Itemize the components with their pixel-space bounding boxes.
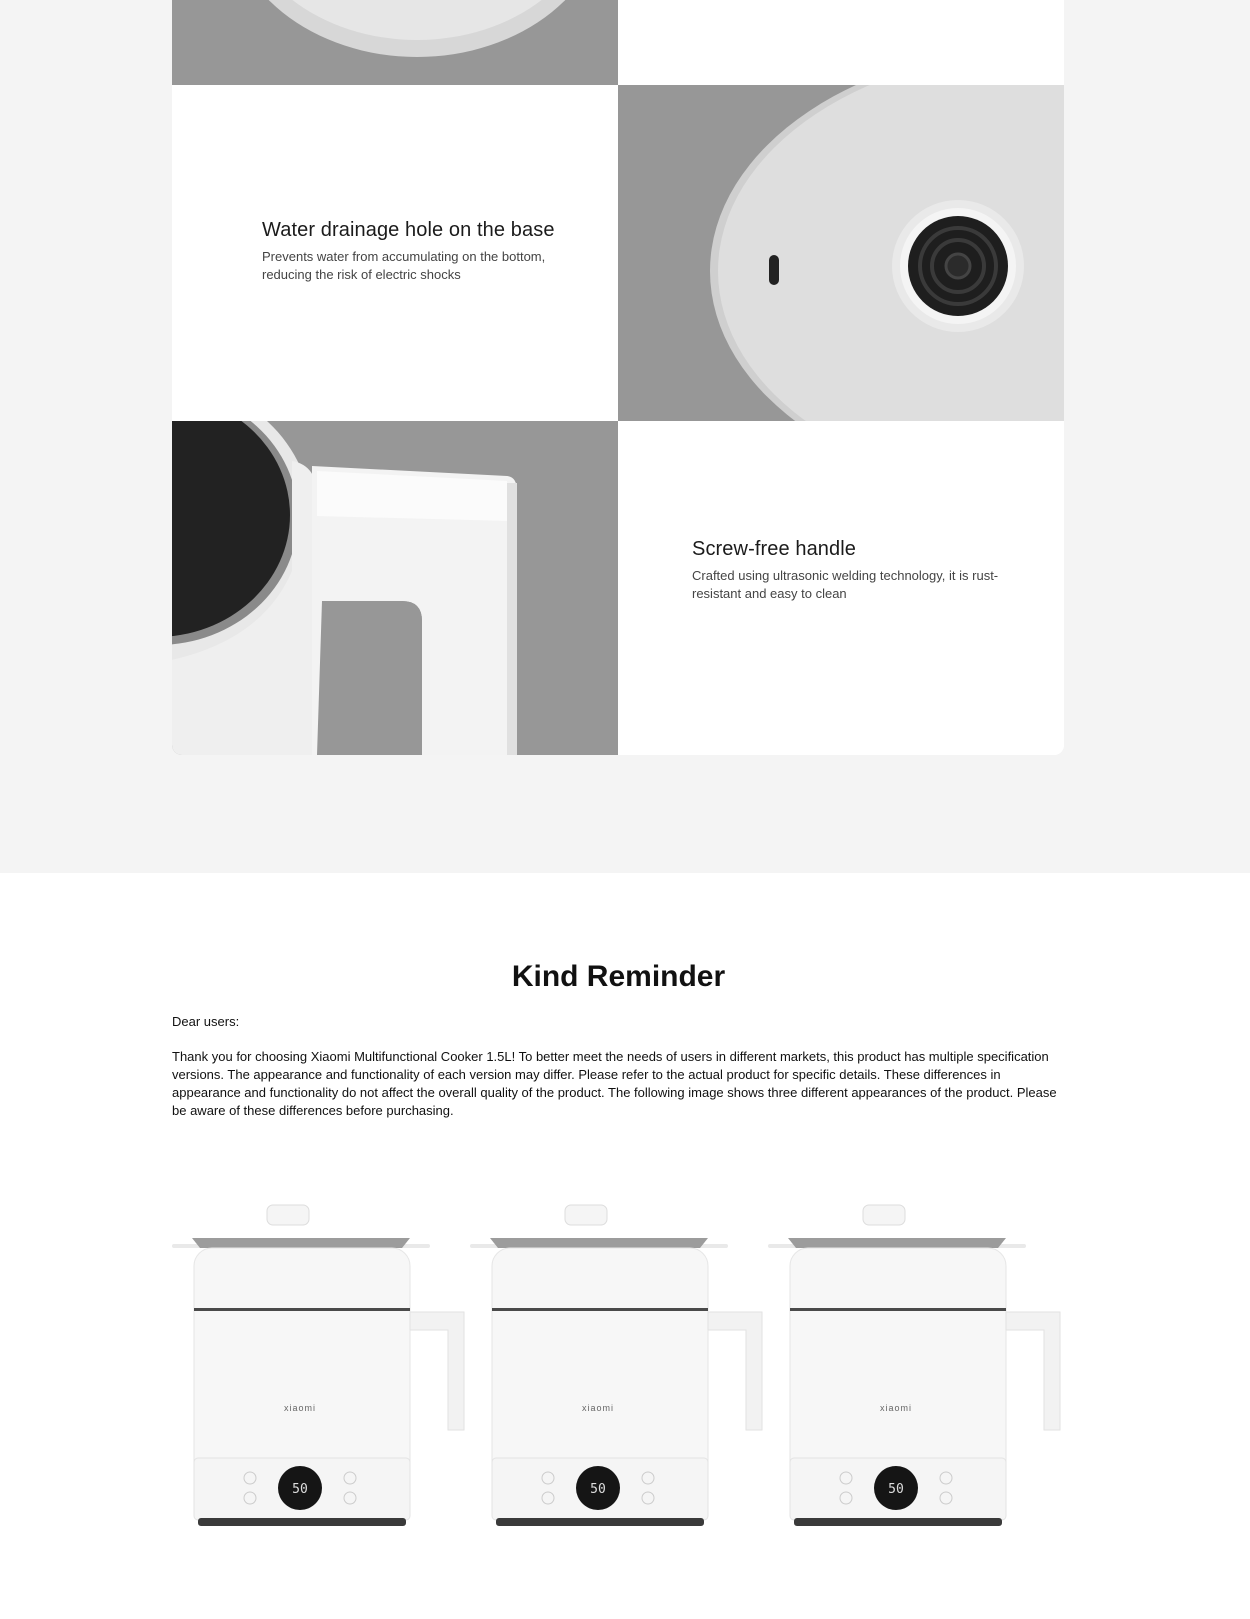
product-image-version-1 (172, 1200, 472, 1535)
feature-description: Crafted using ultrasonic welding technology, it is rust-resistant and easy to clean (692, 568, 999, 601)
handle-photo (172, 421, 618, 755)
feature-handle-text (618, 421, 1064, 755)
feature-grid (172, 0, 1064, 755)
brand-logo: xiaomi (581, 1403, 615, 1413)
reminder-greeting: Dear users: (172, 1014, 240, 1029)
brand-logo: xiaomi (879, 1403, 913, 1413)
product-image-version-3 (768, 1200, 1068, 1535)
product-image-version-2 (470, 1200, 770, 1535)
feature-title: Water drainage hole on the base (262, 219, 555, 241)
reminder-body: Thank you for choosing Xiaomi Multifunctional Cooker 1.5L! To better meet the needs of users in different markets, this product has multiple specification versions. The appearance and functionality of each version may differ. Please refer to the actual product for specific details. These differences in appearance and functionality do not affect the overall quality of the product. The following image shows three different appearances of the product. Please be aware of these differences before purchasing. (172, 1049, 1057, 1118)
display-readout: 50 (590, 1482, 606, 1497)
drainage-hole-icon (769, 255, 779, 285)
bowl-photo-crop (172, 0, 618, 85)
display-readout: 50 (292, 1482, 308, 1497)
reminder-title: Kind Reminder (511, 960, 726, 993)
feature-description: Prevents water from accumulating on the bottom, reducing the risk of electric shocks (262, 249, 546, 282)
feature-drainage-text (172, 85, 618, 421)
base-photo (618, 85, 1064, 421)
display-readout: 50 (888, 1482, 904, 1497)
blank-cell (618, 0, 1064, 85)
brand-logo: xiaomi (283, 1403, 317, 1413)
feature-title: Screw-free handle (692, 538, 857, 560)
